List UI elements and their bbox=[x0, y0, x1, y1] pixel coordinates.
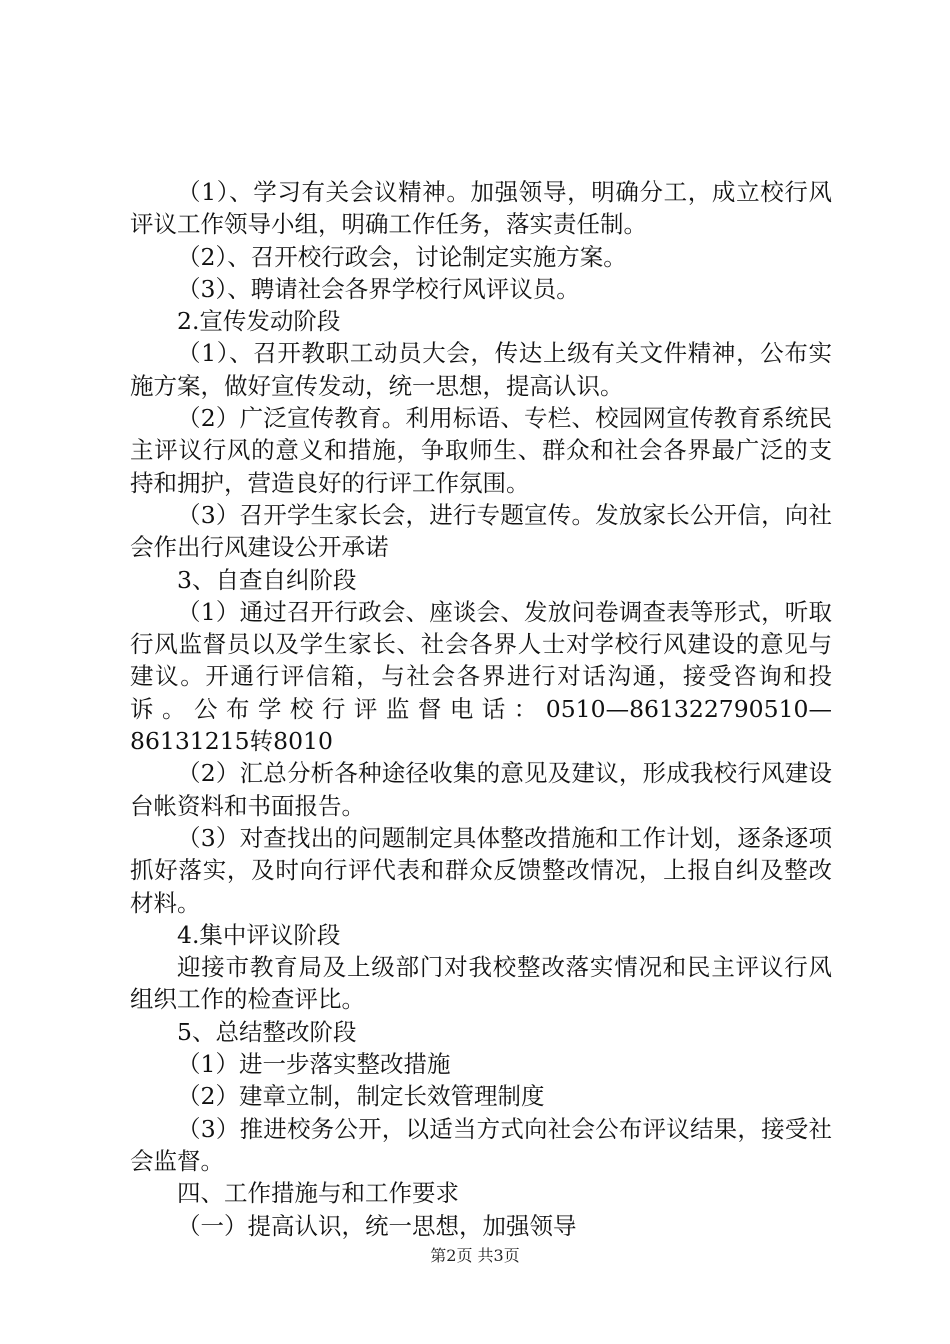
paragraph-10: （2）汇总分析各种途径收集的意见及建议，形成我校行风建设台帐资料和书面报告。 bbox=[130, 759, 832, 820]
paragraph-11: （3）对查找出的问题制定具体整改措施和工作计划，逐条逐项抓好落实，及时向行评代表和群众反馈整改情况，上报自纠及整改材料。 bbox=[130, 823, 832, 917]
paragraph-3: （3）、聘请社会各界学校行风评议员。 bbox=[177, 274, 580, 303]
paragraph-7: （3）召开学生家长会，进行专题宣传。发放家长公开信，向社会作出行风建设公开承诺 bbox=[130, 500, 832, 562]
paragraph-13: 迎接市教育局及上级部门对我校整改落实情况和民主评议行风组织工作的检查评比。 bbox=[130, 953, 832, 1014]
paragraph-15: （1）进一步落实整改措施 bbox=[177, 1050, 451, 1079]
section-heading-four: 四、工作措施与和工作要求 bbox=[177, 1179, 459, 1208]
section-heading-2: 2.宣传发动阶段 bbox=[177, 307, 341, 336]
paragraph-19: （一）提高认识，统一思想，加强领导 bbox=[177, 1211, 577, 1240]
section-heading-3: 3、自查自纠阶段 bbox=[177, 565, 357, 594]
section-heading-4: 4.集中评议阶段 bbox=[177, 920, 341, 949]
paragraph-5: （1）、召开教职工动员大会，传达上级有关文件精神，公布实施方案，做好宣传发动，统一思想，提高认识。 bbox=[130, 339, 832, 400]
page-footer: 第2页 共3页 bbox=[430, 1246, 520, 1265]
paragraph-17: （3）推进校务公开，以适当方式向社会公布评议结果，接受社会监督。 bbox=[130, 1114, 832, 1175]
section-heading-5: 5、总结整改阶段 bbox=[177, 1017, 357, 1046]
paragraph-9: （1）通过召开行政会、座谈会、发放问卷调查表等形式，听取行风监督员以及学生家长、社会各界人士对学校行风建设的意见与建议。开通行评信箱，与社会各界进行对话沟通，接受咨询和投诉。公布学校行评监督电话：0510—861322790510—86131215转8010 bbox=[130, 597, 832, 756]
paragraph-16: （2）建章立制，制定长效管理制度 bbox=[177, 1082, 545, 1111]
paragraph-2: （2）、召开校行政会，讨论制定实施方案。 bbox=[177, 242, 627, 271]
document-body bbox=[130, 176, 832, 1242]
paragraph-1: （1）、学习有关会议精神。加强领导，明确分工，成立校行风评议工作领导小组，明确工作任务，落实责任制。 bbox=[130, 178, 832, 239]
paragraph-6: （2）广泛宣传教育。利用标语、专栏、校园网宣传教育系统民主评议行风的意义和措施，争取师生、群众和社会各界最广泛的支持和拥护，营造良好的行评工作氛围。 bbox=[130, 404, 832, 497]
